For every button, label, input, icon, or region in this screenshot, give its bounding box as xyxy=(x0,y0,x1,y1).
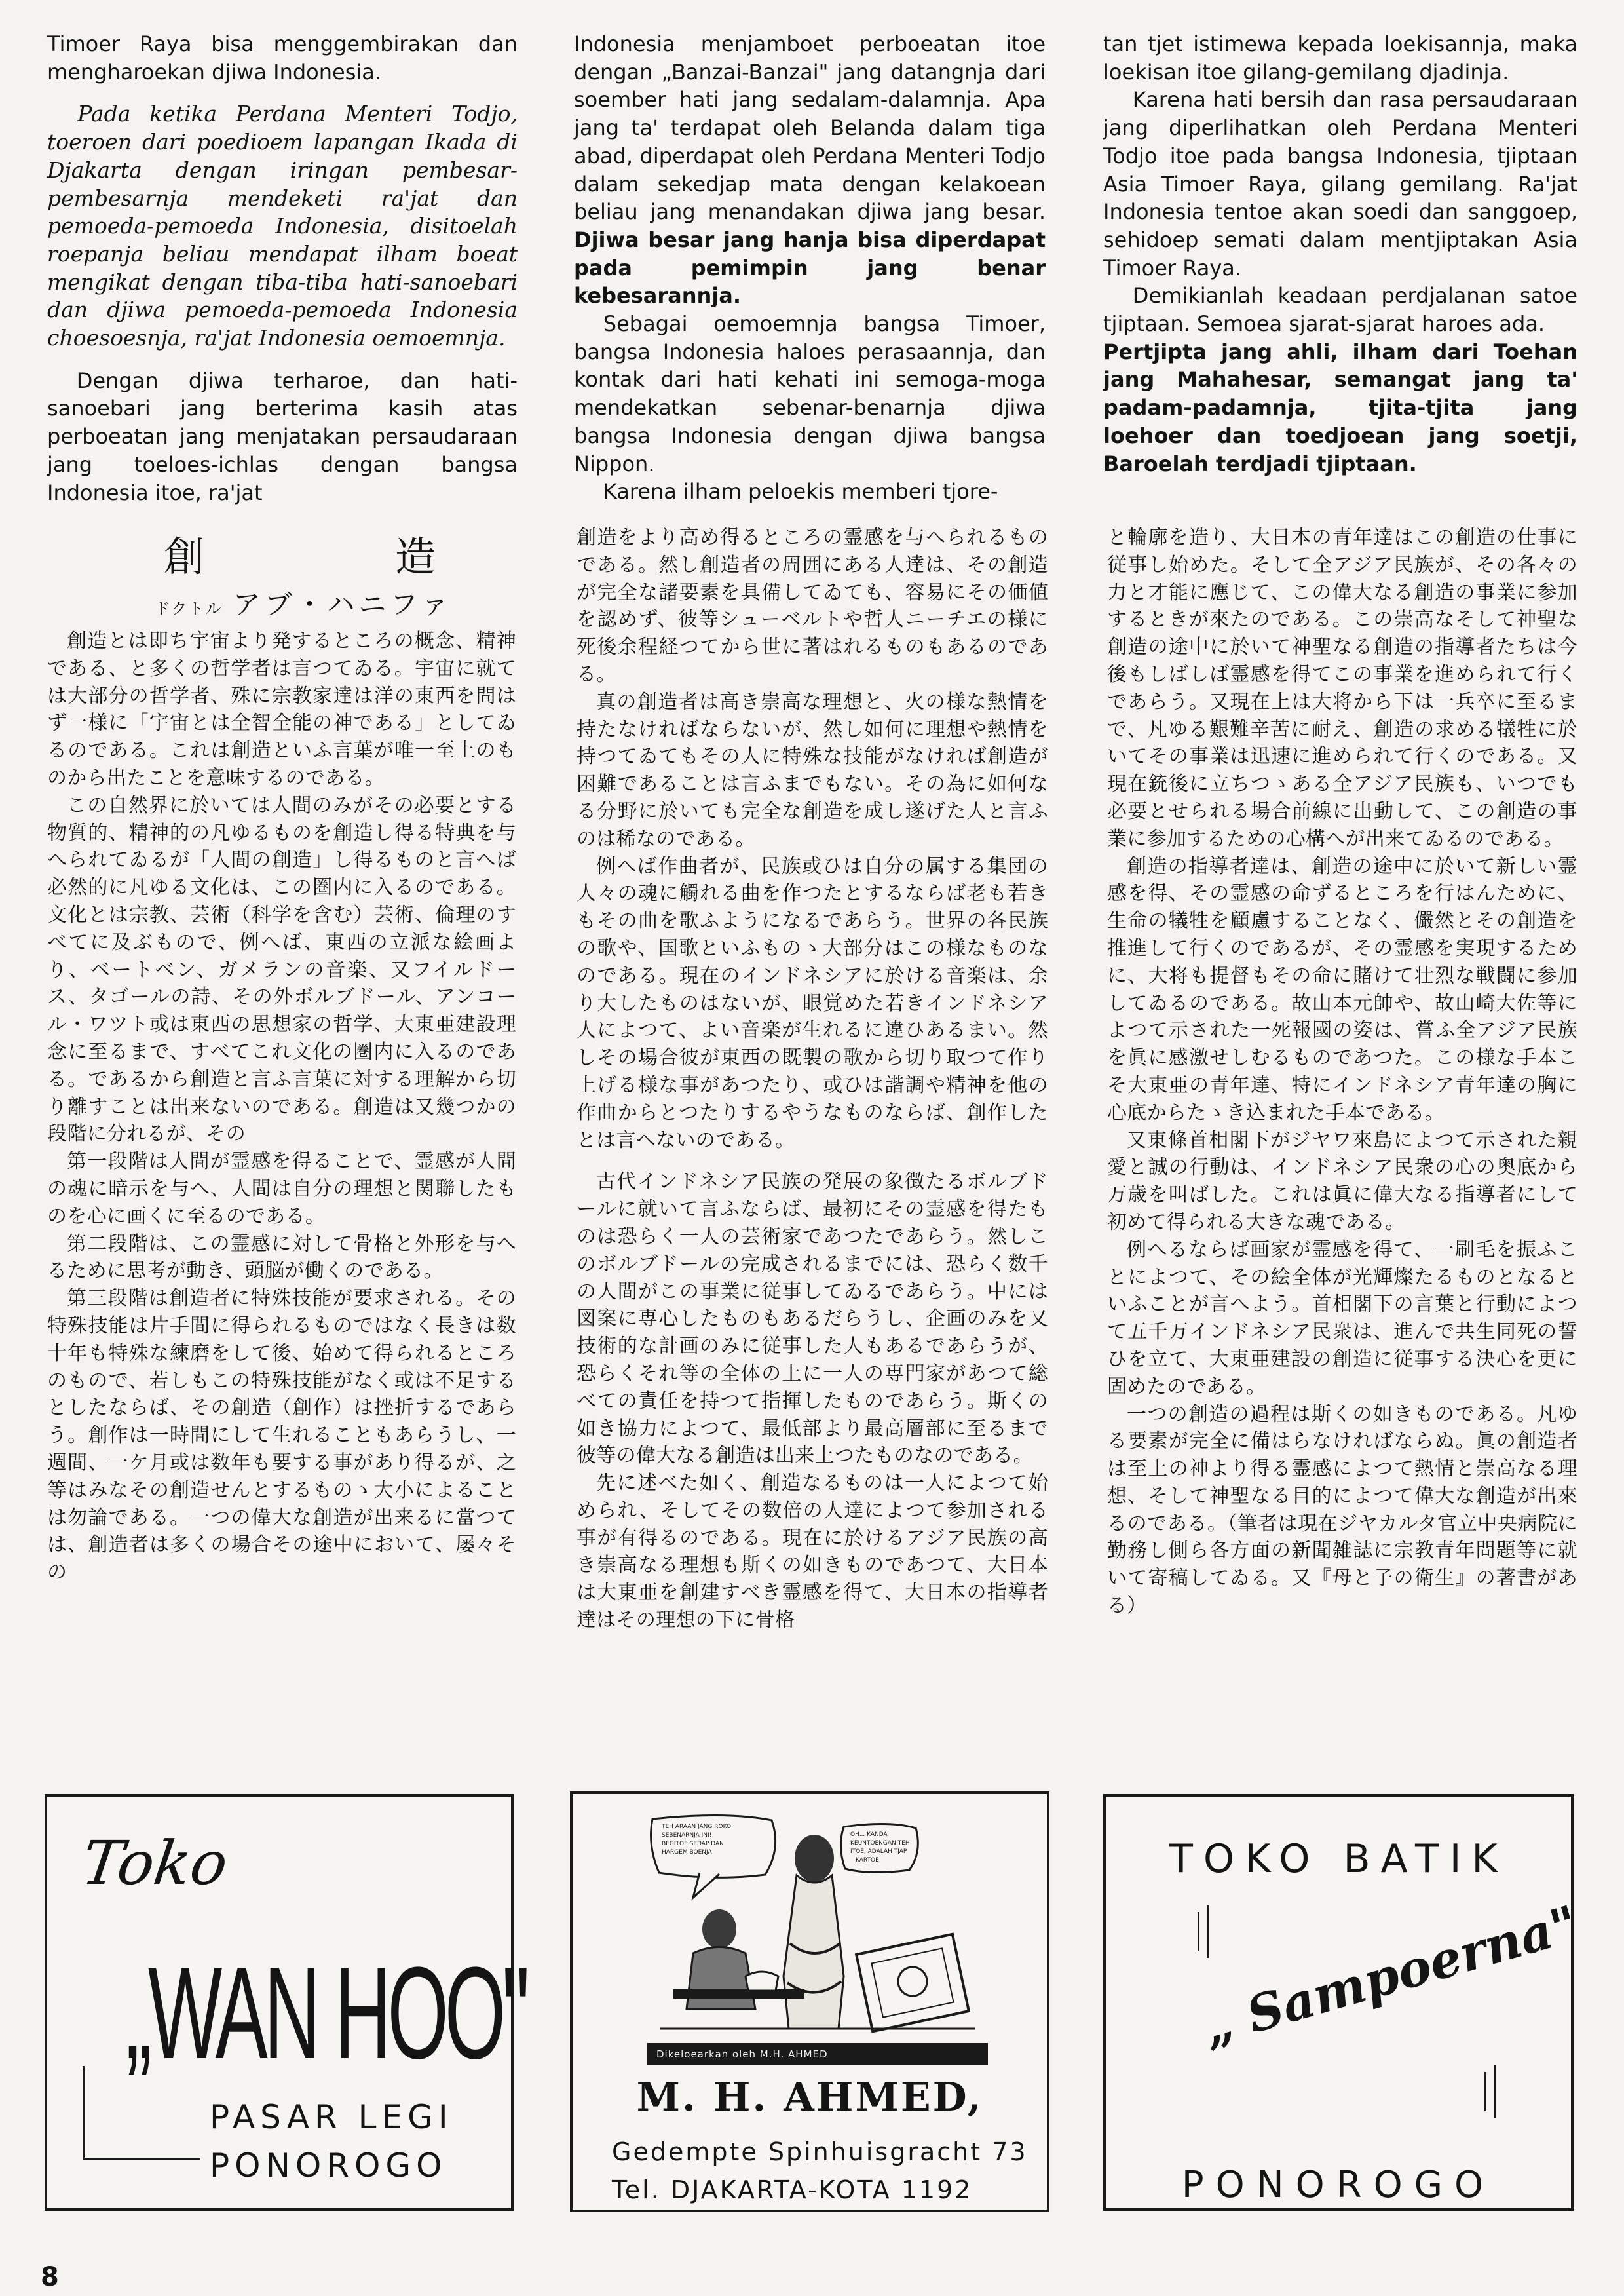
ad-address: Gedempte Spinhuisgracht 73 xyxy=(612,2137,1028,2166)
ad-shop-name: „WAN HOO" xyxy=(126,1940,526,2086)
ad-illustration xyxy=(647,1812,988,2042)
paragraph: 先に述べた如く、創造なるものは一人によつて始められ、そしてその数倍の人達によつて参加される事が有得るのである。現在に於けるアジア民族の高き崇高なる理想も斯くの如きものであつて、大日本は大東亜を創建すべき霊感を得て、大日本の指導者達はその理想の下に骨格 xyxy=(576,1472,1048,1632)
indonesian-column-3 xyxy=(1103,30,1577,478)
paragraph: 創造をより高め得るところの霊感を与へられるものである。然し創造者の周囲にある人達は、その創造が完全な諸要素を具備してゐても、容易にその価値を認めず、彼等シューベルトや哲人ニーチエの様に死後余程経つてから世に著はれるものもあるのである。 xyxy=(576,526,1048,686)
japanese-column-3 xyxy=(1107,524,1577,1620)
divider xyxy=(1484,2072,1486,2111)
ad-toko-label: Toko xyxy=(77,1828,233,1898)
paragraph: 真の創造者は高き崇高な理想と、火の様な熱情を持たなければならないが、然し如何に理想や熱情を持つてゐてもその人に特殊な技能がなければ創造が困難であることは言ふまでもない。その為に如何なる分野に於いても完全な創造を成し遂げた人と言ふのは稀なのである。 xyxy=(576,690,1048,851)
paragraph: と輪廓を造り、大日本の青年達はこの創造の仕事に従事し始めた。そして全アジア民族が、その各々の力と才能に應じて、この偉大なる創造の事業に参加するときが來たのである。この崇高なそして神聖な創造の途中に於いて神聖なる創造の指導者たちは今後もしばしば霊感を得てこの事業を進められて行くであらう。又現在上は大将から下は一兵卒に至るまで、凡ゆる艱難辛苦に耐え、創造の求める犠牲に於いてその事業は迅速に進められて行くのである。又現在銃後に立ちつゝある全アジア民族も、いつでも必要とせられる場合前線に出動して、この創造の事業に参加するための心構へが出来てゐるのである。 xyxy=(1107,526,1577,851)
paragraph: 創造の指導者達は、創造の途中に於いて新しい霊感を得、その霊感の命ずるところを行はんために、生命の犠牲を顧慮することなく、儼然とその創造を推進して行くのであるが、その霊感を実現するために、大将も提督もその命に賭けて壮烈な戦闘に参加してゐるのである。故山本元帥や、故山崎大佐等によつて示された一死報國の姿は、嘗ふ全アジア民族を眞に感激せしむるものであつた。この様な手本こそ大東亜の青年達、特にインドネシア青年達の胸に心底からたゝき込まれた手本である。 xyxy=(1107,854,1577,1124)
author-name: アブ・ハニファ xyxy=(233,588,453,621)
indonesian-column-1 xyxy=(47,30,518,507)
paragraph: Demikianlah keadaan perdjalanan satoe tjiptaan. Semoea sjarat-sjarat haroes ada. xyxy=(1103,283,1577,337)
paragraph: 例へるならば画家が霊感を得て、一刷毛を振ふことによつて、その絵全体が光輝燦たるものとなるといふことが言へよう。首相閣下の言葉と行動によつて五千万インドネシア民衆は、進んで共生同死の誓ひを立て、大東亜建設の創造に従事する決心を更に固めたのである。 xyxy=(1107,1238,1577,1398)
italic-paragraph: Pada ketika Perdana Menteri Todjo, toeroen dari poedioem lapangan Ikada di Djakarta dengan iringan pembesar-pembesarnja mendeketi ra'jat dan pemoeda-pemoeda Indonesia, disitoelah roepanja beliau mendapat ilham boeat mengikat dengan tiba-tiba hati-sanoebari dan djiwa pemoeda-pemoeda Indonesia choesoesnja, ra'jat Indonesia oemoemnja. xyxy=(47,101,518,351)
ad-shop-name: „ Sampoerna" xyxy=(1196,1894,1585,2057)
paragraph: 一つの創造の過程は斯くの如きものである。凡ゆる要素が完全に備はらなければならぬ。眞の創造者は至上の神より得る霊感によつて熱情と崇高なる理想、そして神聖なる目的によつて偉大な創造が出來るのである。（筆者は現在ジヤカルタ官立中央病院に勤務し側ら各方面の新聞雑誌に宗教青年問題等に就いて寄稿してゐる。又『母と子の衛生』の著書がある） xyxy=(1107,1402,1577,1618)
page-number: 8 xyxy=(41,2262,59,2292)
paragraph: Karena hati bersih dan rasa persaudaraan jang diperlihatkan oleh Perdana Menteri Todjo itoe pada bangsa Indonesia, tjiptaan Asia Timoer Raya, gilang gemilang. Ra'jat Indonesia tentoe akan soedi dan sanggoep, sehidoep semati dalam mentjiptakan Asia Timoer Raya. xyxy=(1103,87,1577,280)
japanese-author xyxy=(155,583,453,622)
divider xyxy=(83,2158,200,2160)
ad-illustration-caption: Dikeloearkan oleh M.H. AHMED xyxy=(647,2043,988,2065)
divider xyxy=(1207,1905,1209,1958)
ad-toko-wan-hoo xyxy=(45,1794,526,2211)
ad-heading: TOKO BATIK xyxy=(1169,1836,1508,1882)
ad-telephone: Tel. DJAKARTA-KOTA 1192 xyxy=(612,2175,973,2204)
japanese-column-1 xyxy=(47,628,516,1586)
bold-statement: Djiwa besar jang hanja bisa diperdapat pada pemimpin jang benar kebesarannja. xyxy=(574,227,1046,309)
paragraph: この自然界に於いては人間のみがその必要とする物質的、精神的の凡ゆるものを創造し得る特典を与へられてゐるが「人間の創造」し得るものと言へば必然的に凡ゆる文化は、この圏内に入るのである。文化とは宗教、芸術（科学を含む）芸術、倫理のすべてに及ぶもので、例へば、東西の立派な絵画より、ベートベン、ガメランの音楽、又フイルドース、タゴールの詩、その外ボルブドール、アンコール・ワツト或は東西の思想家の哲学、大東亜建設理念に至るまで、すべてこれ文化の圏内に入るのである。であるから創造と言ふ言葉に対する理解から切り離すことは出来ないのである。創造は又幾つかの段階に分れるが、その xyxy=(47,794,516,1146)
svg-text:TEH ARAAN JANG ROKOSEBENARNJA: TEH ARAAN JANG ROKO SEBENARNJA INI! BEGITOE SEDAP DAN HARGEM BOENJA xyxy=(662,1824,732,1856)
paragraph: 第三段階は創造者に特殊技能が要求される。その特殊技能は片手間に得られるものではなく長きは数十年も特殊な練磨をして後、始めて得られるところのもので、若しもこの特殊技能がなく或は不足するとしたならば、その創造（創作）は挫折するであらう。創作は一時間にして生れることもあらうし、一週間、一ケ月或は数年も要する事があり得るが、之等はみなその創造せんとするものゝ大小によることは勿論である。一つの偉大な創造が出来るに當つては、創造者は多くの場合その途中において、屡々その xyxy=(47,1287,516,1584)
paragraph xyxy=(574,30,1046,310)
ad-mh-ahmed xyxy=(570,1791,1049,2212)
divider xyxy=(83,2066,85,2158)
divider xyxy=(1494,2065,1496,2118)
paragraph-text: Indonesia menjamboet perboeatan itoe dengan „Banzai-Banzai" jang datangnja dari soember hati jang sedalam-dalamnja. Apa jang ta' terdapat oleh Belanda dalam tiga abad, diperdapat oleh Perdana Menteri Todjo dalam sekedjap mata dengan kelakoean beliau jang menandakan djiwa jang besar. xyxy=(574,31,1046,225)
ad-toko-batik-sampoerna xyxy=(1103,1794,1585,2211)
divider xyxy=(1198,1912,1199,1951)
paragraph: 例へば作曲者が、民族或ひは自分の属する集団の人々の魂に觸れる曲を作つたとするならば老も若きもその曲を歌ふようになるであらう。世界の各民族の歌や、国歌といふものゝ大部分はこの様なものなのである。現在のインドネシアに於ける音楽は、余り大したものはないが、眼覚めた若きインドネシア人によつて、よい音楽が生れるに違ひあるまい。然しその場合彼が東西の既製の歌から切り取つて作り上げる様な事があつたり、或ひは諧調や精神を他の作曲からとつたりするやうなものならば、創作したとは言へないのである。 xyxy=(576,854,1048,1152)
paragraph: 古代インドネシア民族の発展の象徴たるボルブドールに就いて言ふならば、最初にその霊感を得たものは恐らく一人の芸術家であつたであらう。然しこのボルブドールの完成されるまでには、恐らく数千の人間がこの事業に従事してゐるであらう。中には図案に専心したものもあるだらうし、企画のみを又技術的な計画のみに従事した人もあるであらうが、恐らくそれ等の全体の上に一人の専門家があつて総べての責任を持つて指揮したものであらう。斯くの如き協力によつて、最低部より最高層部に至るまで彼等の偉大なる創造は出来上つたものなのである。 xyxy=(576,1170,1048,1468)
paragraph: tan tjet istimewa kepada loekisannja, maka loekisan itoe gilang-gemilang djadinja. xyxy=(1103,31,1577,85)
japanese-title xyxy=(164,524,439,583)
indonesian-column-2 xyxy=(574,30,1046,506)
author-prefix: ドクトル xyxy=(155,600,223,618)
paragraph: 創造とは即ち宇宙より発するところの概念、精神である、と多くの哲学者は言つてゐる。宇宙に就ては大部分の哲学者、殊に宗教家達は洋の東西を問はず一様に「宇宙とは全智全能の神である」としてゐるのである。これは創造といふ言葉が唯一至上のものから出たことを意味するのである。 xyxy=(47,630,516,790)
title-char-1: 創 xyxy=(164,533,208,581)
ad-location-line-1: PASAR LEGI xyxy=(210,2098,453,2136)
title-char-2: 造 xyxy=(394,533,439,581)
ad-location: PONOROGO xyxy=(1181,2164,1496,2206)
paragraph: Sebagai oemoemnja bangsa Timoer, bangsa Indonesia haloes perasaannja, dan kontak dari hati kehati ini semoga-moga mendekatkan sebenar-benarnja djiwa bangsa Indonesia dengan djiwa bangsa Nippon. xyxy=(574,311,1046,476)
paragraph: Karena ilham peloekis memberi tjore- xyxy=(603,479,998,505)
paragraph: Dengan djiwa terharoe, dan hati-sanoebari jang berterima kasih atas perboeatan jang menjatakan persaudaraan jang toeloes-ichlas dengan bangsa Indonesia itoe, ra'jat xyxy=(47,368,518,505)
svg-text:OH... KANDAKEUNTOENGAN TEHITOE: OH... KANDA KEUNTOENGAN TEH ITOE, ADALAH TJAP KARTOE xyxy=(850,1831,910,1864)
paragraph: 又東條首相閣下がジヤワ來島によつて示された親愛と誠の行動は、インドネシア民衆の心の奥底から万歳を叫ばした。これは眞に偉大なる指導者にして初めて得られる大きな魂である。 xyxy=(1107,1128,1577,1234)
paragraph: 第二段階は、この霊感に対して骨格と外形を与へるために思考が動き、頭脳が働くのである。 xyxy=(47,1232,516,1283)
ad-location-line-2: PONOROGO xyxy=(210,2147,447,2185)
paragraph: 第一段階は人間が霊感を得ることで、霊感が人間の魂に暗示を与へ、人間は自分の理想と関聯したものを心に画くに至るのである。 xyxy=(47,1150,516,1228)
paragraph: Timoer Raya bisa menggembirakan dan mengharoekan djiwa Indonesia. xyxy=(47,31,518,85)
ad-company-name: M. H. AHMED, xyxy=(636,2075,983,2120)
japanese-column-2 xyxy=(576,524,1048,1634)
bold-statement: Pertjipta jang ahli, ilham dari Toehan jang Mahahesar, semangat jang ta' padam-padamnja, tjita-tjita jang loehoer dan toedjoean jang soetji, Baroelah terdjadi tjiptaan. xyxy=(1103,339,1577,476)
